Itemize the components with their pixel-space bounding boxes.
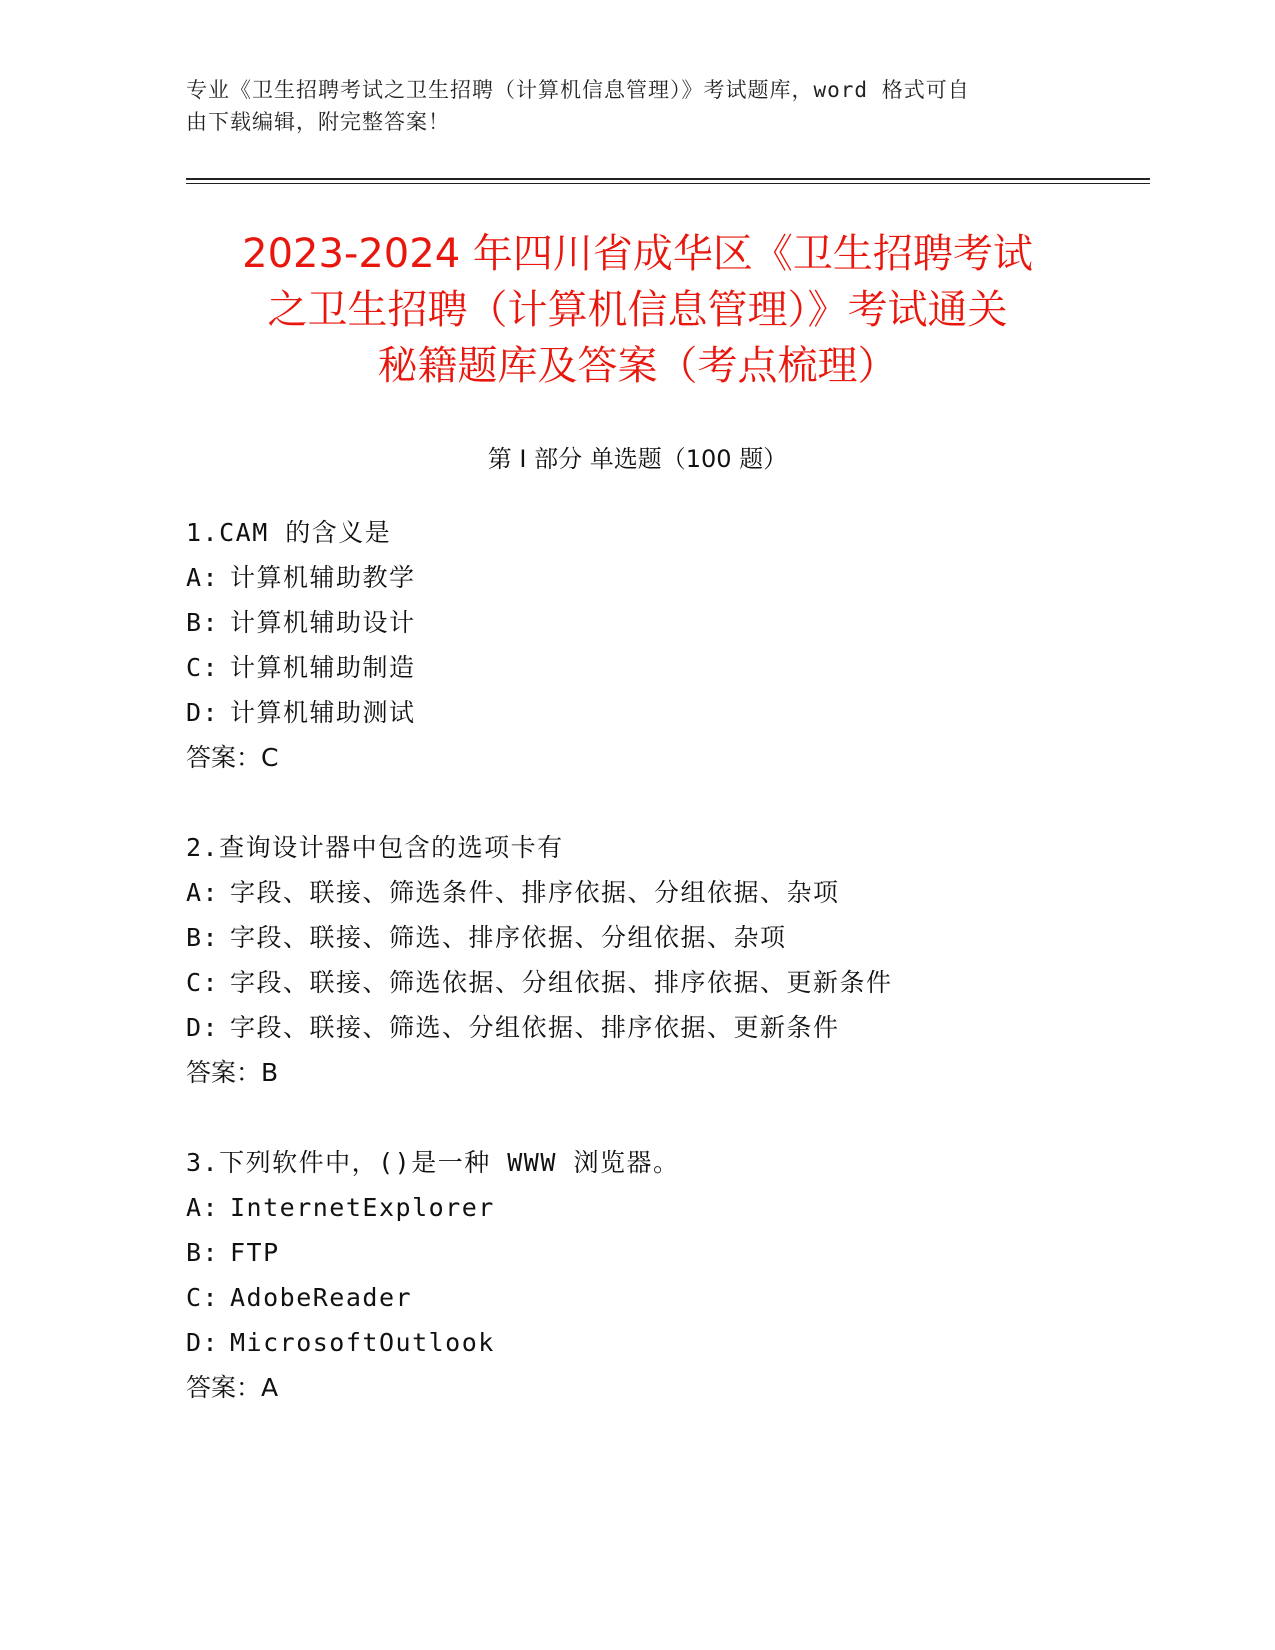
header-note	[186, 74, 1066, 138]
option-text: InternetExplorer	[230, 1193, 495, 1222]
option-letter: B:	[186, 923, 220, 952]
answer-line: 答案：C	[186, 743, 279, 772]
option-a	[186, 1185, 1146, 1230]
answer-line: 答案：A	[186, 1373, 279, 1402]
header-rule-thick	[186, 178, 1150, 180]
header-rule-thin	[186, 183, 1150, 184]
option-text: AdobeReader	[230, 1283, 413, 1312]
option-text: 计算机辅助制造	[230, 653, 416, 682]
option-b	[186, 600, 1146, 645]
option-c	[186, 1275, 1146, 1320]
question-stem: 1.CAM 的含义是	[186, 518, 392, 547]
option-text: 字段、联接、筛选、排序依据、分组依据、杂项	[230, 923, 787, 952]
option-d	[186, 690, 1146, 735]
option-text: MicrosoftOutlook	[230, 1328, 495, 1357]
option-letter: D:	[186, 1328, 220, 1357]
option-text: 字段、联接、筛选条件、排序依据、分组依据、杂项	[230, 878, 840, 907]
option-a	[186, 870, 1146, 915]
option-letter: D:	[186, 1013, 220, 1042]
question-stem: 3.下列软件中，()是一种 WWW 浏览器。	[186, 1148, 680, 1177]
option-letter: A:	[186, 1193, 220, 1222]
option-text: 计算机辅助设计	[230, 608, 416, 637]
option-b	[186, 1230, 1146, 1275]
option-a	[186, 555, 1146, 600]
header-note-line-2: 由下载编辑，附完整答案！	[186, 110, 450, 134]
option-text: 计算机辅助教学	[230, 563, 416, 592]
title-line-2: 之卫生招聘（计算机信息管理）》考试通关	[267, 287, 1008, 333]
option-text: FTP	[230, 1238, 280, 1267]
option-letter: A:	[186, 563, 220, 592]
option-text: 字段、联接、筛选依据、分组依据、排序依据、更新条件	[230, 968, 893, 997]
option-letter: C:	[186, 968, 220, 997]
document-title	[150, 226, 1125, 394]
option-d	[186, 1320, 1146, 1365]
option-letter: C:	[186, 653, 220, 682]
option-text: 计算机辅助测试	[230, 698, 416, 727]
option-text: 字段、联接、筛选、分组依据、排序依据、更新条件	[230, 1013, 840, 1042]
option-letter: D:	[186, 698, 220, 727]
question-3	[186, 1140, 1146, 1410]
header-note-line-1: 专业《卫生招聘考试之卫生招聘（计算机信息管理）》考试题库，word 格式可自	[186, 78, 970, 102]
option-letter: A:	[186, 878, 220, 907]
question-1	[186, 510, 1146, 780]
section-title: 第 I 部分 单选题（100 题）	[487, 445, 788, 473]
question-stem: 2.查询设计器中包含的选项卡有	[186, 833, 564, 862]
option-letter: C:	[186, 1283, 220, 1312]
option-d	[186, 1005, 1146, 1050]
option-letter: B:	[186, 1238, 220, 1267]
option-c	[186, 960, 1146, 1005]
question-2	[186, 825, 1146, 1095]
option-b	[186, 915, 1146, 960]
title-line-1: 2023-2024 年四川省成华区《卫生招聘考试	[242, 231, 1033, 277]
title-line-3: 秘籍题库及答案（考点梳理）	[377, 343, 898, 389]
option-letter: B:	[186, 608, 220, 637]
option-c	[186, 645, 1146, 690]
answer-line: 答案：B	[186, 1058, 279, 1087]
